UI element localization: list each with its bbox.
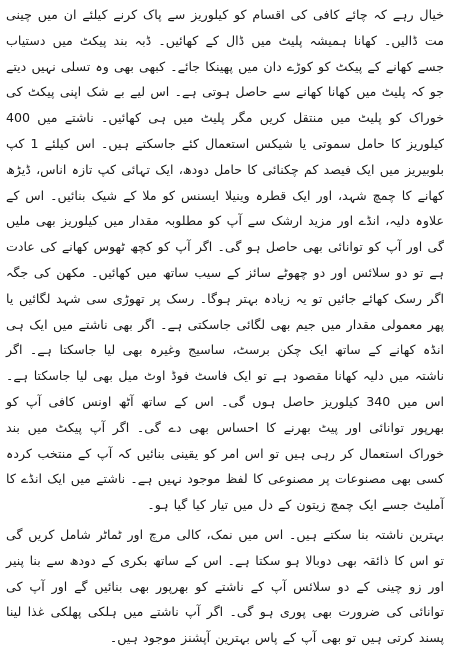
article-paragraph-1: خیال رہے کہ چائے کافی کی اقسام کو کیلوریز سے پاک کرنے کیلئے ان میں چینی مت ڈالیں۔ کھانا ہمیشہ پلیٹ میں ڈال کے کھائیں۔ ڈبہ بند پیکٹ میں دستیاب جسے کھانے کے پیکٹ کو کوڑے دان میں پھینکا جائے۔ کبھی بھی وہ تسلی نہیں دیتے جو کہ پلیٹ میں کھانا کھانے سے حاصل ہوتی ہے۔ اس لیے بے شک اپنی پیکٹ کی خوراک کو پلیٹ میں منتقل کریں مگر پلیٹ میں ہی کھائیں۔ ناشتے میں 400 کیلوریز کا حامل سموتی یا شیکس استعمال کئے جاسکتے ہیں۔ اس کیلئے 1 کپ بلوبیریز میں ایک فیصد کم چکنائی کا حامل دودھ، ایک تہائی کپ تازہ اناس، ڈیڑھ کھانے کا چمچ شہد، اور ایک قطرہ وینیلا ایسنس کو ملا کے شیک بنائیں۔ اس کے علاوہ دلیہ، انڈے اور مزید ارشک سے آپ کو مطلوبہ مقدار میں کیلوریز بھی ملیں گی اور آپ کو توانائی بھی حاصل ہو گی۔ اگر آپ کو کچھ ٹھوس کھانے کی عادت ہے تو دو سلائس اور دو چھوٹے سائز کے سیب ساتھ میں کھائیں۔ مکھن کی جگہ اگر رسک کھائے جائیں تو یہ زیادہ بہتر ہوگا۔ رسک پر تھوڑی سی شہد لگائیں یا پھر معمولی مقدار میں جیم بھی لگائی جاسکتی ہے۔ اگر بھی ناشتے میں ایک ہی انڈہ کھانے کے ساتھ ایک چکن برسٹ، ساسیج وغیرہ بھی لیا جاسکتا ہے۔ اگر ناشتہ میں دلیہ کھانا مقصود ہے تو ایک فاسٹ فوڈ اوٹ میل بھی لیا جاسکتا ہے۔ اس میں 340 کیلوریز حاصل ہوں گی۔ اس کے ساتھ آٹھ اونس کافی آپ کو بھرپور توانائی اور پیٹ بھرنے کا احساس بھی دے گی۔ اگر آپ پیکٹ میں بند خوراک استعمال کر رہی ہیں تو اس امر کو یقینی بنائیں کہ آپ کے منتخب کردہ کسی بھی مصنوعات پر مصنوعی کا لفظ موجود نہیں ہے۔ ناشتے میں ایک انڈے کا آملیٹ جسے ایک چمچ زیتون کے دل میں تیار کیا گیا ہو۔ (6, 7, 445, 513)
article-paragraph-2: بہترین ناشتہ بنا سکتے ہیں۔ اس میں نمک، کالی مرچ اور ٹماٹر شامل کریں گی تو اس کا ذائقہ بھی دوبالا ہو سکتا ہے۔ اس کے ساتھ بکری کے دودھ سے بنا پنیر اور زو چینی کے دو سلائس آپ کے ناشتے کو بھرپور بھی بنائیں گے اور آپ کی توانائی کی ضرورت بھی پوری ہو گی۔ اگر آپ ناشتے میں ہلکی پھلکی غذا لینا پسند کرتی ہیں تو بھی آپ کے پاس بہترین آپشنز موجود ہیں۔ (6, 526, 444, 646)
